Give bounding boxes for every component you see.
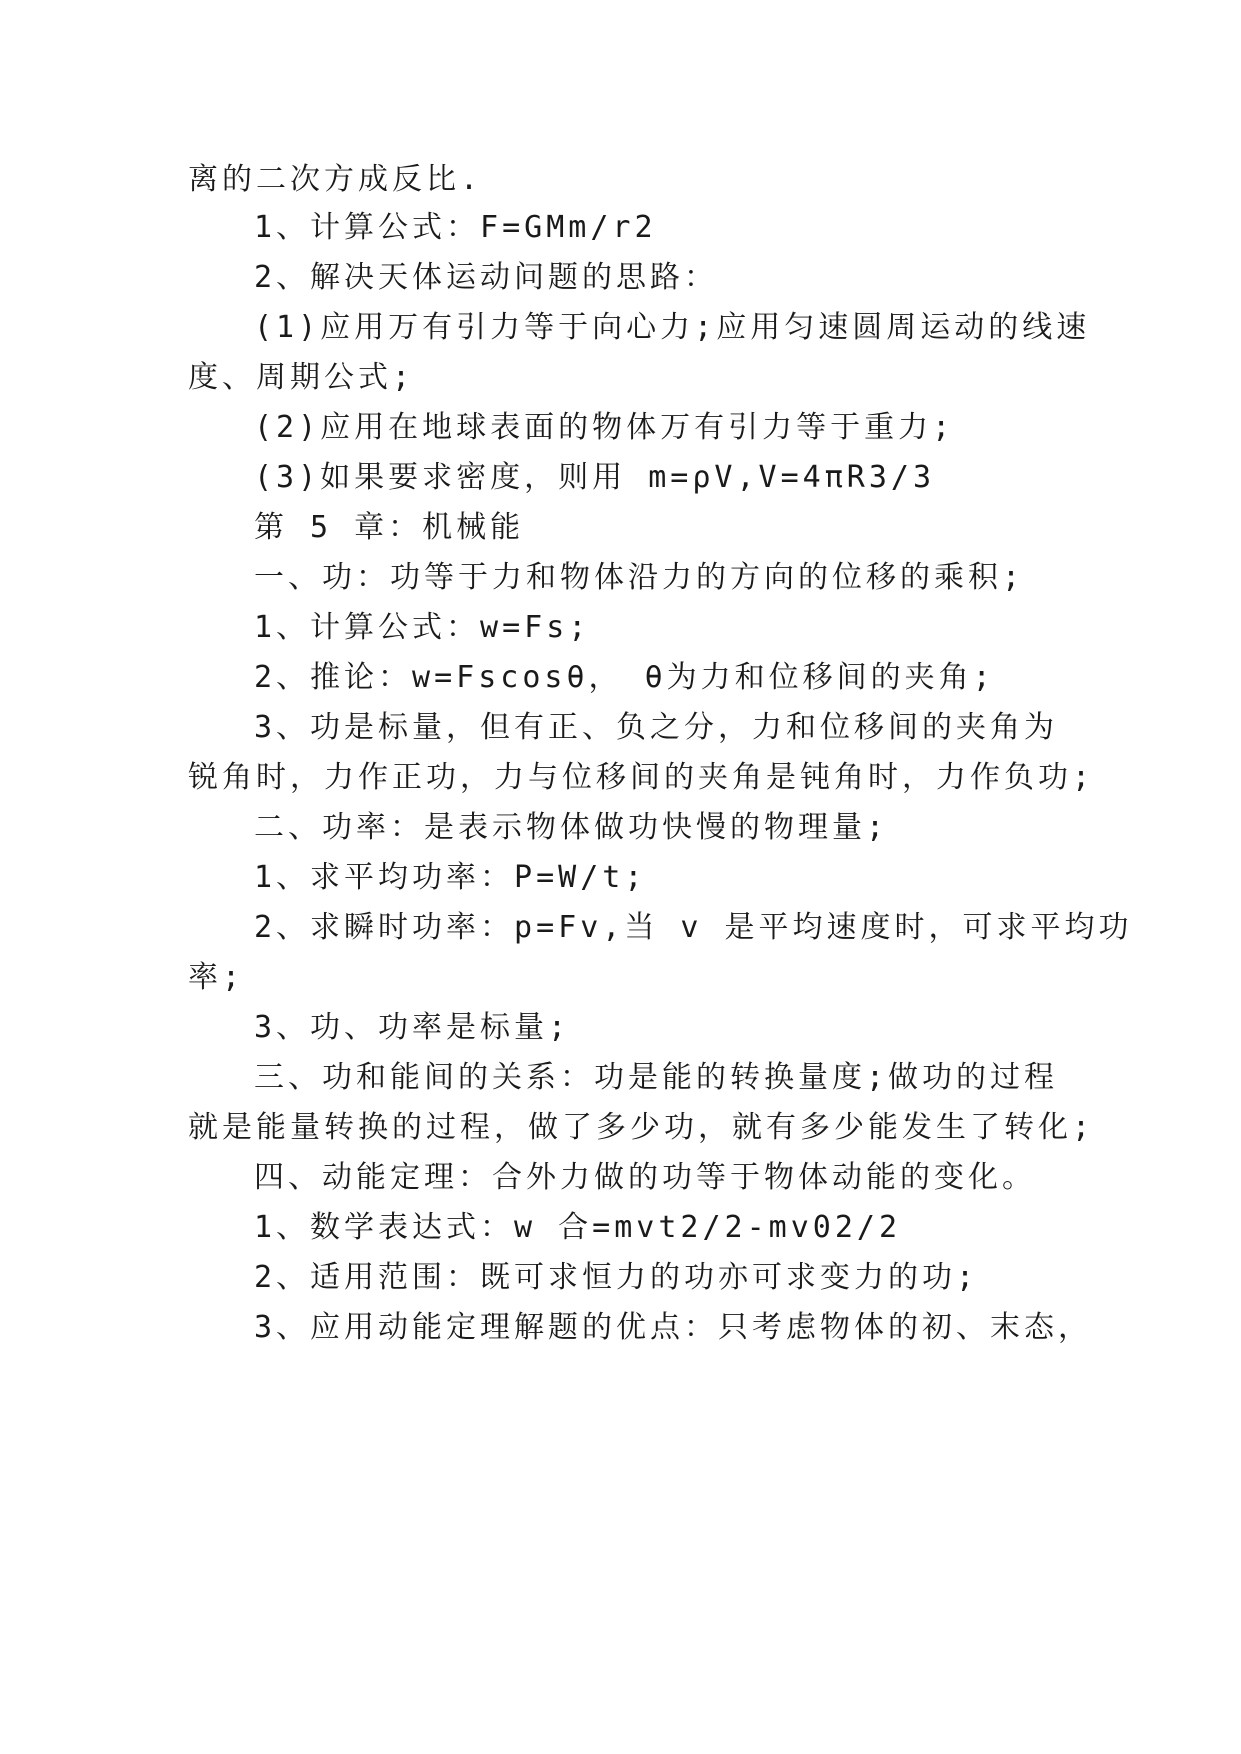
text-line: 1、计算公式：F=GMm/r2: [254, 210, 657, 245]
text-line: 离的二次方成反比.: [188, 162, 483, 197]
text-line: 率;: [188, 960, 245, 995]
text-line: 1、数学表达式：w 合=mvt2/2-mv02/2: [254, 1210, 902, 1245]
section-heading: 三、功和能间的关系：功是能的转换量度;做功的过程: [254, 1060, 1059, 1095]
text-line: 2、解决天体运动问题的思路：: [254, 260, 719, 295]
text-line: 就是能量转换的过程，做了多少功，就有多少能发生了转化;: [188, 1110, 1095, 1145]
text-line: 度、周期公式;: [188, 360, 415, 395]
section-heading: 四、动能定理：合外力做的功等于物体动能的变化。: [254, 1160, 1036, 1195]
text-line: 3、功、功率是标量;: [254, 1010, 571, 1045]
text-line: (3)如果要求密度，则用 m=ρV,V=4πR3/3: [254, 460, 936, 495]
chapter-heading: 第 5 章：机械能: [254, 510, 525, 545]
text-line: 3、功是标量，但有正、负之分，力和位移间的夹角为: [254, 710, 1059, 745]
text-line: 2、推论：w=Fscosθ， θ为力和位移间的夹角;: [254, 660, 995, 695]
text-line: 1、计算公式：w=Fs;: [254, 610, 591, 645]
text-line: 2、求瞬时功率：p=Fv,当 v 是平均速度时，可求平均功: [254, 910, 1133, 945]
text-line: 3、应用动能定理解题的优点：只考虑物体的初、末态，: [254, 1310, 1093, 1345]
section-heading: 一、功：功等于力和物体沿力的方向的位移的乘积;: [254, 560, 1025, 595]
text-line: (2)应用在地球表面的物体万有引力等于重力;: [254, 410, 955, 445]
text-line: (1)应用万有引力等于向心力;应用匀速圆周运动的线速: [254, 310, 1091, 345]
text-line: 锐角时，力作正功，力与位移间的夹角是钝角时，力作负功;: [188, 760, 1095, 795]
text-line: 2、适用范围：既可求恒力的功亦可求变力的功;: [254, 1260, 979, 1295]
text-line: 1、求平均功率：P=W/t;: [254, 860, 647, 895]
section-heading: 二、功率：是表示物体做功快慢的物理量;: [254, 810, 889, 845]
